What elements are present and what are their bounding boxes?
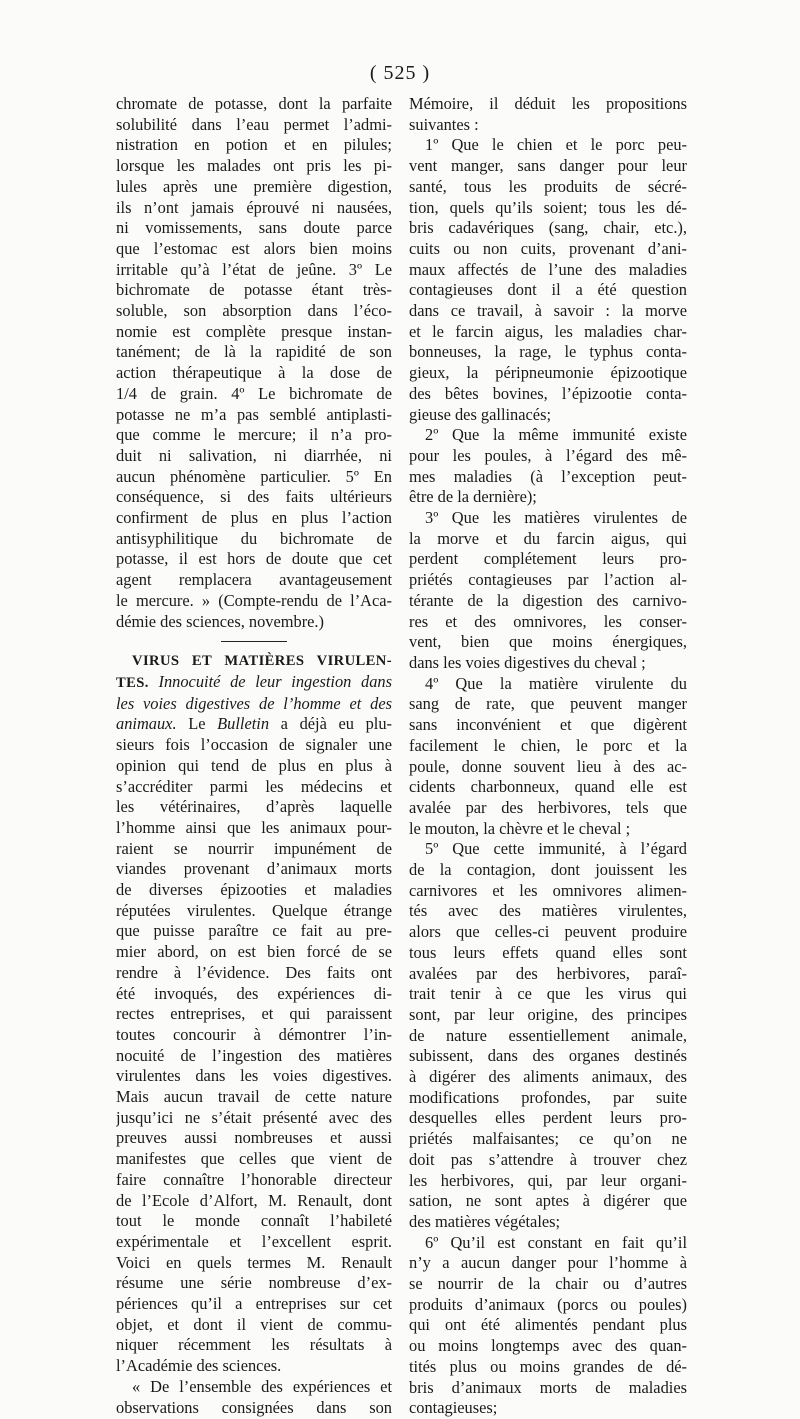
text-line: priétés malfaisantes; ce qu’on ne	[409, 1129, 687, 1149]
paragraph-memoire-intro	[116, 1377, 392, 1418]
text-line: le mercure. » (Compte-rendu de l’Aca-	[116, 590, 392, 610]
text-line: jusqu’ici ne s’était présenté avec des	[116, 1107, 392, 1127]
section-text-le: Le	[188, 714, 206, 734]
text-line: alors que celles-ci peuvent produire	[409, 922, 687, 942]
text-line: de diverses épizooties et maladies	[116, 880, 392, 900]
text-line: bris cadavériques (sang, chair, etc.),	[409, 218, 687, 238]
text-line: sation, ne sont aptes à digérer que	[409, 1191, 687, 1211]
text-line: tités plus ou moins grandes de dé-	[409, 1356, 687, 1376]
text-line: été invoqués, des expériences di-	[116, 983, 392, 1003]
section-title-line-1	[116, 672, 392, 694]
paragraph-bichromate	[116, 94, 392, 612]
text-line: res et des omnivores, les conser-	[409, 611, 687, 631]
text-line: aucun phénomène particulier. 5º En	[116, 466, 392, 486]
text-line: ni vomissements, sans doute parce	[116, 218, 392, 238]
text-line: potasse, il est hors de doute que cet	[116, 549, 392, 569]
text-line: des matières végétales;	[409, 1211, 561, 1231]
text-line: vent manger, sans danger pour leur	[409, 156, 687, 176]
text-line: 5º Que cette immunité, à l’égard	[425, 839, 687, 859]
text-line: de l’Ecole d’Alfort, M. Renault, dont	[116, 1190, 392, 1210]
text-line: 4º Que la matière virulente du	[425, 673, 687, 693]
section-divider	[221, 641, 287, 642]
text-line: lorsque les malades ont pris les pi-	[116, 156, 392, 176]
text-line: priétés contagieuses par l’action al-	[409, 570, 687, 590]
text-line: sieurs fois l’occasion de signaler une	[116, 735, 392, 755]
text-line: santé, tous les produits de sécré-	[409, 176, 687, 196]
text-line: toutes concourir à démontrer l’in-	[116, 1024, 392, 1044]
text-line: desquelles elles perdent leurs pro-	[409, 1108, 687, 1128]
text-line: que comme le mercure; il n’a pro-	[116, 425, 392, 445]
text-line: nistration en potion et en pilules;	[116, 135, 392, 155]
text-line: ou moins longtemps avec des quan-	[409, 1336, 687, 1356]
text-line: suivantes :	[409, 114, 479, 134]
text-line: lules après une première digestion,	[116, 176, 392, 196]
text-line: l’Académie des sciences.	[116, 1356, 282, 1376]
text-line: sang de rate, que peuvent manger	[409, 694, 687, 714]
text-line: nocuité de l’ingestion des matières	[116, 1045, 392, 1065]
text-line: à digérer des aliments animaux, des	[409, 1067, 687, 1087]
text-line: modifications profondes, par suite	[409, 1087, 687, 1107]
text-line: potasse ne m’a pas semblé antiplasti-	[116, 404, 392, 424]
text-line: s’accréditer parmi les médecins et	[116, 776, 392, 796]
section-heading	[116, 650, 392, 672]
text-line: et le farcin aigus, les maladies char-	[409, 321, 687, 341]
text-line: perdent complétement leurs pro-	[409, 549, 687, 569]
text-line: se nourrir de la chair ou d’autres	[409, 1274, 687, 1294]
text-line: 2º Que la même immunité existe	[425, 425, 687, 445]
text-line: virulentes dans les voies digestives.	[116, 1066, 392, 1086]
text-line: dans les voies digestives du cheval ;	[409, 652, 646, 672]
text-line: viandes provenant d’animaux morts	[116, 859, 392, 879]
text-line: rectes entreprises, et qui paraissent	[116, 1004, 392, 1024]
text-line: rendre à l’évidence. Des faits ont	[116, 962, 392, 982]
section-title-line-2: les voies digestives de l’homme et des	[116, 693, 392, 713]
text-line: vent, bien que moins énergiques,	[409, 632, 687, 652]
text-line: objet, et dont il vient de commu-	[116, 1314, 392, 1334]
section-title-italic-end: animaux.	[116, 714, 177, 734]
section-text-line3-end: a déjà eu plu-	[280, 714, 392, 734]
section-heading-text: VIRUS ET MATIÈRES VIRULEN-	[132, 653, 392, 670]
text-line: mes maladies (à l’exception peut-	[409, 466, 687, 486]
text-line: carnivores et les omnivores alimen-	[409, 880, 687, 900]
text-line: cuits ou non cuits, provenant d’ani-	[409, 238, 687, 258]
text-line: 3º Que les matières virulentes de	[425, 508, 687, 528]
text-line: Mais aucun travail de cette nature	[116, 1087, 392, 1107]
text-line: périences qu’il a entreprises sur cet	[116, 1294, 392, 1314]
text-line: contagieuses;	[409, 1398, 498, 1418]
text-line: avalée par des herbivores, tels que	[409, 797, 687, 817]
text-line: antisyphilitique du bichromate de	[116, 528, 392, 548]
paragraph-virus	[116, 735, 392, 1335]
text-line: Voici en quels termes M. Renault	[116, 1252, 392, 1272]
text-line: soluble, son absorption dans l’éco-	[116, 301, 392, 321]
text-line: résume une série nombreuse d’ex-	[116, 1273, 392, 1293]
text-line: que l’estomac est alors bien moins	[116, 238, 392, 258]
text-line: confirment de plus en plus l’action	[116, 508, 392, 528]
text-line: des bêtes bovines, l’épizootie conta-	[409, 383, 687, 403]
text-line: trait tenir à ce que les virus qui	[409, 984, 687, 1004]
text-line: gieux, la péripneumonie épizootique	[409, 363, 687, 383]
text-line: opinion qui tend de plus en plus à	[116, 755, 392, 775]
text-line: avalées par des herbivores, paraî-	[409, 963, 687, 983]
text-line: expérimentale et l’excellent esprit.	[116, 1231, 392, 1251]
section-title-italic: Innocuité de leur ingestion dans	[158, 671, 392, 691]
bulletin-italic: Bulletin	[217, 714, 270, 734]
text-line: niquer récemment les résultats à	[116, 1335, 392, 1355]
text-line: l’homme ainsi que les animaux pour-	[116, 817, 392, 837]
text-line: de nature essentiellement animale,	[409, 1025, 687, 1045]
text-line: preuves aussi nombreuses et aussi	[116, 1128, 392, 1148]
text-line: 6º Qu’il est constant en fait qu’il	[425, 1232, 687, 1252]
text-line: solubilité dans l’eau permet l’admi-	[116, 114, 392, 134]
text-line: la morve et du farcin aigus, qui	[409, 528, 687, 548]
left-column	[116, 94, 392, 1418]
text-line: action thérapeutique à la dose de	[116, 363, 392, 383]
text-line: chromate de potasse, dont la parfaite	[116, 94, 392, 113]
text-line: dans ce travail, à savoir : la morve	[409, 301, 687, 321]
text-line: conséquence, si des faits ultérieurs	[116, 487, 392, 507]
text-line: faire connaître l’honorable directeur	[116, 1169, 392, 1189]
text-line: nomie est complète presque instan-	[116, 321, 392, 341]
text-line: tés avec des matières virulentes,	[409, 901, 687, 921]
text-line: le mouton, la chèvre et le cheval ;	[409, 818, 631, 838]
text-line: « De l’ensemble des expériences et	[132, 1376, 392, 1396]
section-heading-cont: TES.	[116, 674, 149, 691]
text-line: facilement le chien, le porc et la	[409, 735, 687, 755]
text-line: poule, donne souvent lieu à des ac-	[409, 756, 687, 776]
text-line: contagieuses dont il a été question	[409, 280, 687, 300]
text-line: ils n’ont jamais éprouvé ni nausées,	[116, 197, 392, 217]
text-line: mier abord, on est bien forcé de se	[116, 942, 392, 962]
section-virus	[116, 650, 392, 1418]
text-line: les vétérinaires, d’après laquelle	[116, 797, 392, 817]
text-line: tion, quels qu’ils soient; tous les dé-	[409, 197, 687, 217]
text-line: bonneuses, la rage, le typhus conta-	[409, 342, 687, 362]
text-line: tanément; de là la rapidité de son	[116, 342, 392, 362]
text-line: térante de la digestion des carnivo-	[409, 590, 687, 610]
text-line: manifestes que celles que vient de	[116, 1149, 392, 1169]
text-line: agent remplacera avantageusement	[116, 570, 392, 590]
text-line: 1º Que le chien et le porc peu-	[425, 135, 687, 155]
section-title-line-3	[116, 714, 392, 735]
text-line: que puisse paraître ce fait au pre-	[116, 921, 392, 941]
text-line: de la contagion, dont jouissent les	[409, 860, 687, 880]
text-line: pour les poules, à l’égard des mê-	[409, 445, 687, 465]
text-line: observations consignées dans son	[116, 1397, 392, 1417]
text-line: bichromate de potasse étant très-	[116, 280, 392, 300]
text-line: maux affectés de l’une des maladies	[409, 259, 687, 279]
text-line: réputées virulentes. Quelque étrange	[116, 900, 392, 920]
text-line: n’y a aucun danger pour l’homme à	[409, 1253, 687, 1273]
text-line: tout le monde connaît l’habileté	[116, 1211, 392, 1231]
text-line: sont, par leur origine, des principes	[409, 1004, 687, 1024]
text-line: subissent, dans des organes destinés	[409, 1046, 687, 1066]
text-line: bris d’animaux morts de maladies	[409, 1377, 687, 1397]
text-line: tous leurs effets quand elles sont	[409, 942, 687, 962]
text-line: doit pas s’attendre à trouver chez	[409, 1149, 687, 1169]
text-line: qui ont été alimentés pendant plus	[409, 1315, 687, 1335]
text-line: raient se nourrir impunément de	[116, 838, 392, 858]
text-line: gieuse des gallinacés;	[409, 404, 552, 424]
text-line: sans inconvénient et que digèrent	[409, 715, 687, 735]
right-column	[409, 94, 687, 1419]
text-line: irritable qu’à l’état de jeûne. 3º Le	[116, 259, 392, 279]
text-line: duit ni salivation, ni diarrhée, ni	[116, 445, 392, 465]
text-line: cidents charbonneux, quand elle est	[409, 777, 687, 797]
page-number: ( 525 )	[369, 62, 431, 84]
citation-line: démie des sciences, novembre.)	[116, 611, 324, 631]
text-line: être de la dernière);	[409, 487, 537, 507]
text-line: les herbivores, qui, par leur organi-	[409, 1170, 687, 1190]
text-line: 1/4 de grain. 4º Le bichromate de	[116, 383, 392, 403]
text-line: Mémoire, il déduit les propositions	[409, 94, 687, 113]
text-line: produits d’animaux (porcs ou poules)	[409, 1294, 687, 1314]
